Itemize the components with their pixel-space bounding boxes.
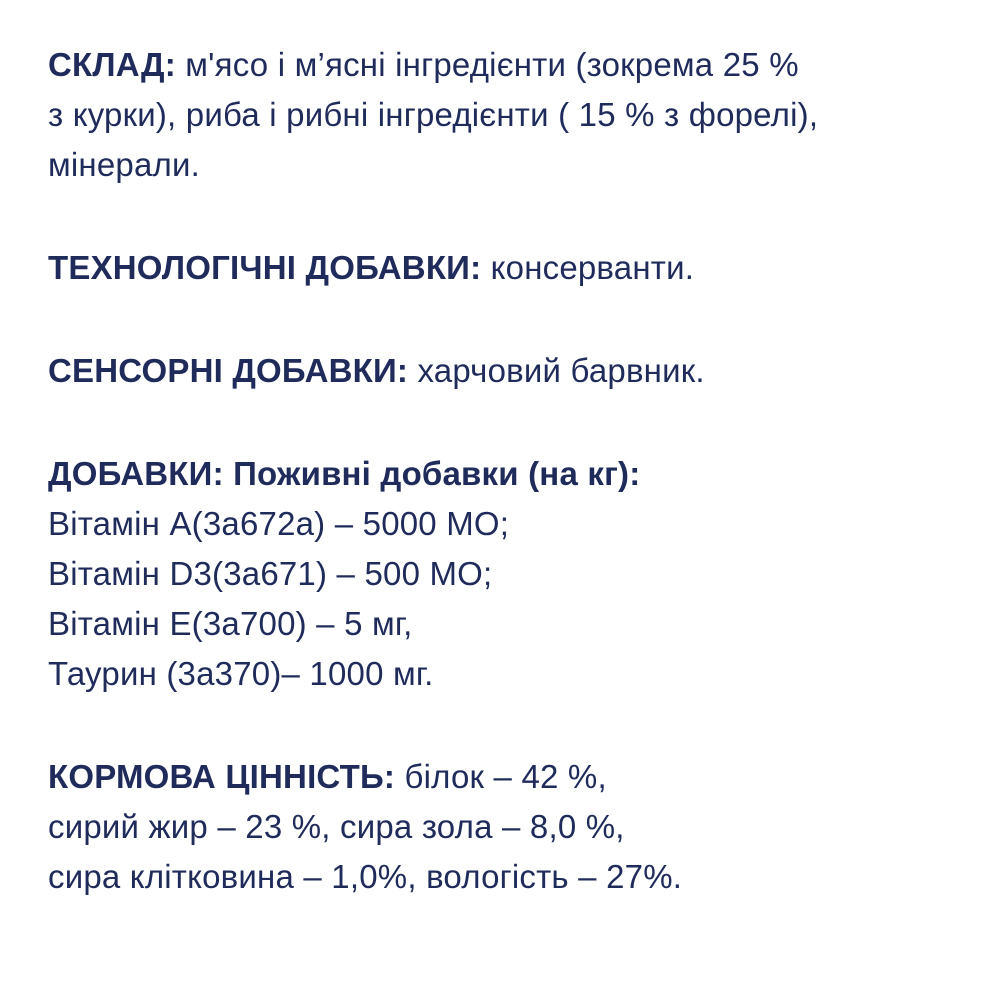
spacer: [48, 293, 952, 346]
composition-line-3: мінерали.: [48, 146, 200, 183]
additive-item: Таурин (3а370)– 1000 мг.: [48, 655, 434, 692]
feed-value-section: [48, 752, 952, 902]
additive-item: Вітамін А(3а672а) – 5000 МО;: [48, 505, 510, 542]
sensory-additives-section: [48, 346, 952, 396]
composition-line-2: з курки), риба і рибні інгредієнти ( 15 % з форелі),: [48, 96, 819, 133]
composition-label: СКЛАД:: [48, 46, 176, 83]
composition-text-1: м'ясо і м’ясні інгредієнти (зокрема 25 %: [185, 46, 799, 83]
feed-value-text-1: білок – 42 %,: [404, 758, 607, 795]
feed-value-line-2: сирий жир – 23 %, сира зола – 8,0 %,: [48, 808, 625, 845]
composition-line-1: [48, 40, 952, 90]
technological-additives-text: консерванти.: [490, 249, 695, 286]
technological-additives-label: ТЕХНОЛОГІЧНІ ДОБАВКИ:: [48, 249, 482, 286]
feed-value-line-3: сира клітковина – 1,0%, вологість – 27%.: [48, 858, 683, 895]
sensory-additives-label: СЕНСОРНІ ДОБАВКИ:: [48, 352, 409, 389]
spacer: [48, 699, 952, 752]
technological-additives-line: [48, 243, 952, 293]
sensory-additives-line: [48, 346, 952, 396]
additive-item: Вітамін Е(3а700) – 5 мг,: [48, 605, 413, 642]
feed-value-line-1: [48, 752, 952, 802]
additives-label: ДОБАВКИ:: [48, 455, 224, 492]
additive-item: Вітамін D3(3а671) – 500 МО;: [48, 555, 493, 592]
sensory-additives-text: харчовий барвник.: [417, 352, 705, 389]
technological-additives-section: [48, 243, 952, 293]
feed-value-label: КОРМОВА ЦІННІСТЬ:: [48, 758, 396, 795]
spacer: [48, 396, 952, 449]
composition-section: [48, 40, 952, 190]
additives-header-line: [48, 449, 952, 499]
nutritional-additives-sublabel: Поживні добавки (на кг):: [233, 455, 641, 492]
additives-section: [48, 449, 952, 699]
spacer: [48, 190, 952, 243]
